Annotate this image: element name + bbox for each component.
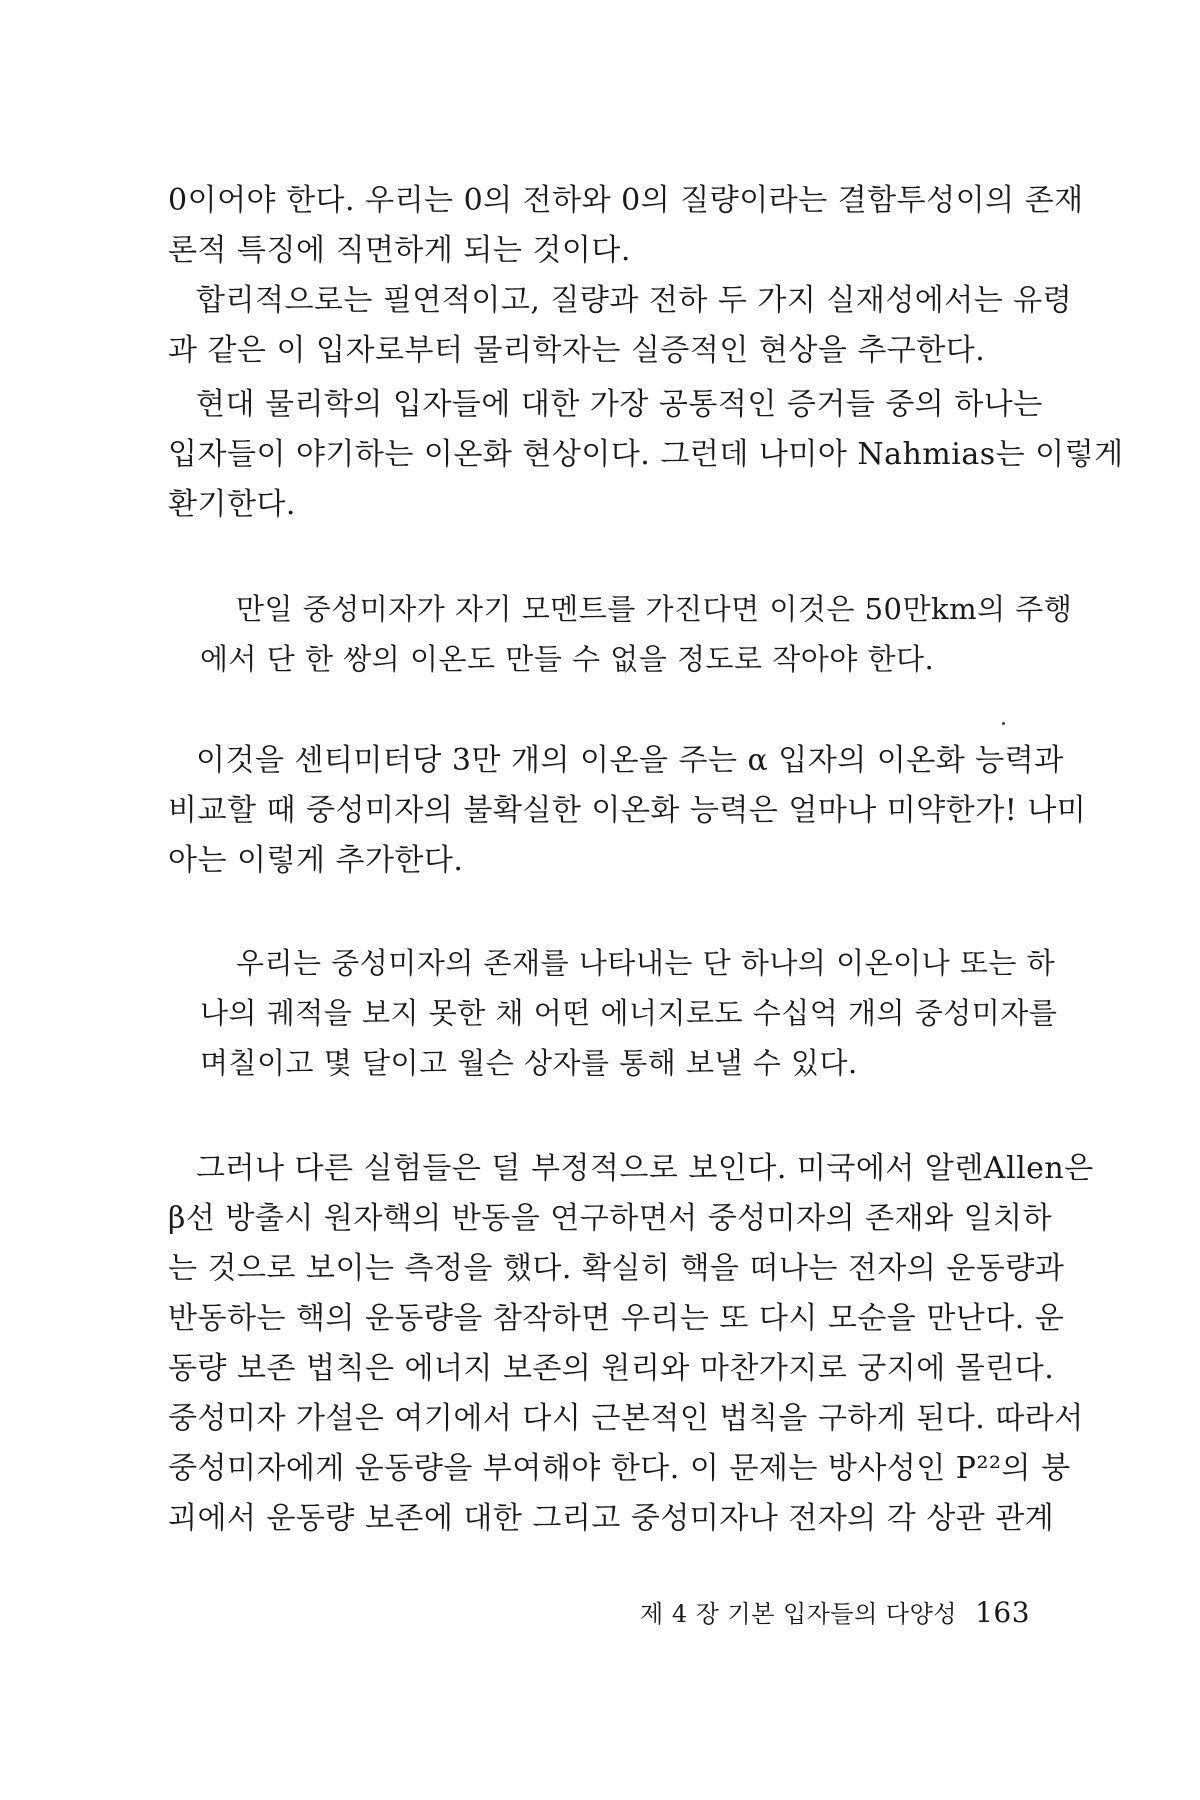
text-line: 론적 특징에 직면하게 되는 것이다.: [168, 233, 631, 268]
text-line: 합리적으로는 필연적이고, 질량과 전하 두 가지 실재성에서는 유령: [196, 283, 1073, 318]
text-line: 아는 이렇게 추가한다.: [168, 843, 464, 878]
paragraph-2: [168, 276, 1073, 376]
text-line: 이것을 센티미터당 3만 개의 이온을 주는 α 입자의 이온화 능력과: [196, 743, 1064, 778]
text-line: 에서 단 한 쌍의 이온도 만들 수 없을 정도로 작아야 한다.: [200, 642, 935, 676]
text-line: 0이어야 한다. 우리는 0의 전하와 0의 질량이라는 결함투성이의 존재: [168, 183, 1084, 218]
paragraph-4: [168, 736, 1087, 886]
stray-mark: [1002, 722, 1005, 725]
paragraph-1: [168, 176, 1084, 276]
paragraph-3: [168, 380, 1124, 530]
text-line: 괴에서 운동량 보존에 대한 그리고 중성미자나 전자의 각 상관 관계: [168, 1501, 1055, 1536]
text-line: 환기한다.: [168, 487, 296, 522]
chapter-title: 제 4 장 기본 입자들의 다양성: [640, 1600, 957, 1628]
block-quote-2: [200, 938, 1058, 1088]
text-line: 반동하는 핵의 운동량을 참작하면 우리는 또 다시 모순을 만난다. 운: [168, 1301, 1065, 1336]
block-quote-1: [200, 584, 1073, 684]
text-line: 비교할 때 중성미자의 불확실한 이온화 능력은 얼마나 미약한가! 나미: [168, 793, 1087, 828]
text-line: 는 것으로 보이는 측정을 했다. 확실히 핵을 떠나는 전자의 운동량과: [168, 1251, 1065, 1286]
page-number: 163: [975, 1596, 1031, 1629]
text-line: 며칠이고 몇 달이고 월슨 상자를 통해 보낼 수 있다.: [200, 1046, 858, 1080]
text-line: 입자들이 야기하는 이온화 현상이다. 그런데 나미아 Nahmias는 이렇게: [168, 437, 1124, 472]
text-line: 그러나 다른 실험들은 덜 부정적으로 보인다. 미국에서 알렌Allen은: [196, 1151, 1094, 1186]
text-line: 현대 물리학의 입자들에 대한 가장 공통적인 증거들 중의 하나는: [196, 387, 1043, 422]
text-line: 동량 보존 법칙은 에너지 보존의 원리와 마찬가지로 궁지에 몰린다.: [168, 1351, 1055, 1386]
text-line: β선 방출시 원자핵의 반동을 연구하면서 중성미자의 존재와 일치하: [168, 1201, 1053, 1236]
text-line: 만일 중성미자가 자기 모멘트를 가진다면 이것은 50만km의 주행: [236, 592, 1073, 626]
text-line: 중성미자에게 운동량을 부여해야 한다. 이 문제는 방사성인 P²²의 붕: [168, 1451, 1071, 1486]
text-line: 우리는 중성미자의 존재를 나타내는 단 하나의 이온이나 또는 하: [236, 946, 1056, 980]
running-footer: [640, 1594, 1031, 1629]
text-line: 중성미자 가설은 여기에서 다시 근본적인 법칙을 구하게 된다. 따라서: [168, 1401, 1084, 1436]
text-line: 나의 궤적을 보지 못한 채 어떤 에너지로도 수십억 개의 중성미자를: [200, 996, 1058, 1030]
paragraph-5: [168, 1144, 1094, 1544]
text-line: 과 같은 이 입자로부터 물리학자는 실증적인 현상을 추구한다.: [168, 333, 986, 368]
